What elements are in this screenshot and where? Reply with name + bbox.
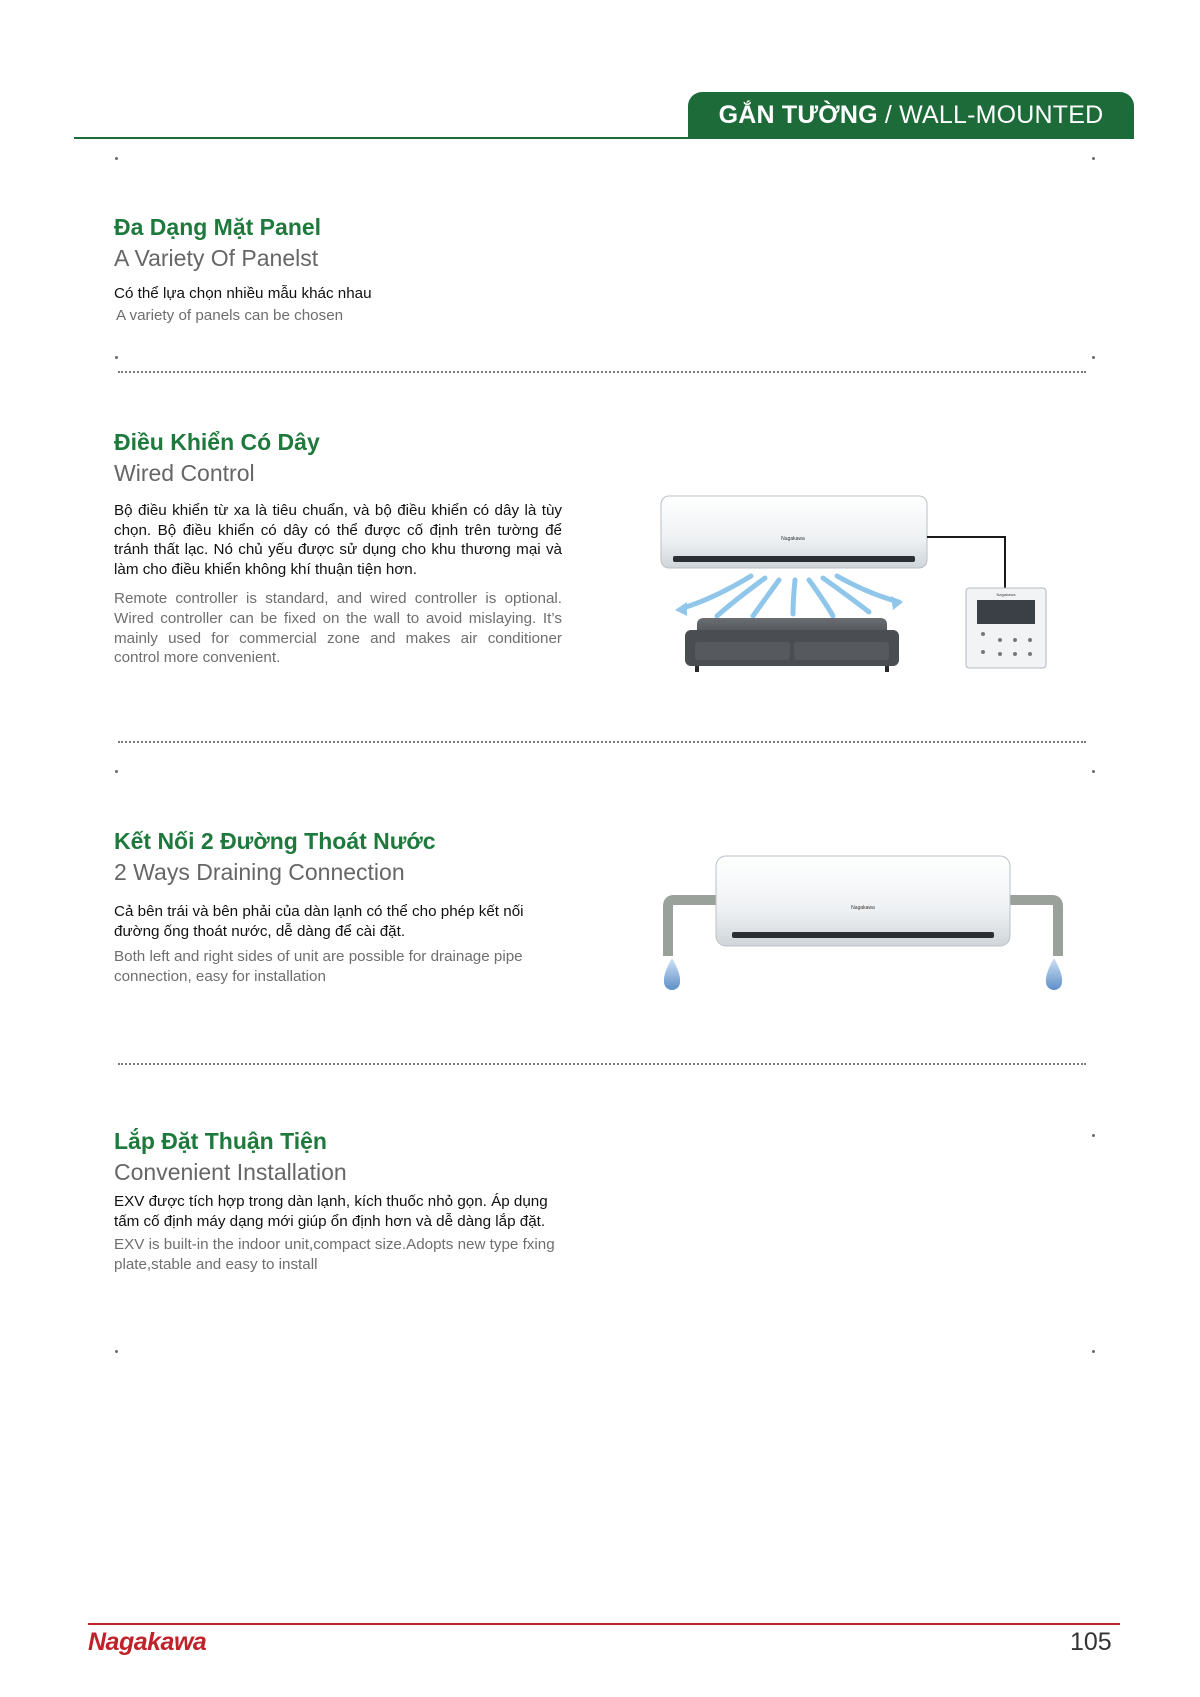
category-en: WALL-MOUNTED bbox=[899, 101, 1104, 129]
crop-mark bbox=[115, 157, 118, 160]
wired-control-illustration bbox=[655, 492, 1060, 687]
brand-logo: Nagakawa bbox=[88, 1628, 207, 1656]
section-subtitle: Convenient Installation bbox=[114, 1159, 347, 1185]
section-text-en: A variety of panels can be chosen bbox=[116, 306, 344, 324]
section-text-vn: Cả bên trái và bên phải của dàn lạnh có thể cho phép kết nối đường ống thoát nước, dễ dàng để cài đặt. bbox=[114, 903, 524, 940]
unit-logo: Nagakawa bbox=[781, 536, 805, 542]
section-title: Kết Nối 2 Đường Thoát Nước bbox=[114, 828, 436, 854]
category-tab bbox=[688, 92, 1134, 139]
section-text-vn: EXV được tích hợp trong dàn lạnh, kích thuốc nhỏ gọn. Áp dụng tấm cố định máy dạng mới giúp ổn định hơn và dễ dàng lắp đặt. bbox=[114, 1193, 548, 1230]
section-text-en: Both left and right sides of unit are possible for drainage pipe connection, easy for installation bbox=[114, 948, 523, 985]
category-separator: / bbox=[877, 101, 900, 129]
drain-connection-illustration bbox=[660, 852, 1065, 997]
controller-logo: Nagakawa bbox=[996, 592, 1016, 597]
sofa bbox=[685, 618, 899, 672]
indoor-unit bbox=[661, 496, 927, 568]
dotted-divider bbox=[118, 741, 1086, 743]
section-text-en: EXV is built-in the indoor unit,compact size.Adopts new type fxing plate,stable and easy to install bbox=[114, 1236, 555, 1273]
page-number: 105 bbox=[1070, 1628, 1112, 1656]
section-subtitle: Wired Control bbox=[114, 460, 255, 486]
section-two-way-drain bbox=[114, 828, 558, 986]
unit-logo: Nagakawa bbox=[851, 905, 875, 911]
indoor-unit bbox=[716, 856, 1010, 946]
section-panel-variety bbox=[114, 214, 574, 325]
left-drain-pipe bbox=[668, 900, 718, 956]
footer-rule bbox=[88, 1623, 1120, 1625]
wired-controller bbox=[966, 588, 1046, 668]
crop-mark bbox=[1092, 157, 1095, 160]
right-drain-pipe bbox=[1008, 900, 1058, 956]
section-text-vn: Bộ điều khiển từ xa là tiêu chuẩn, và bộ điều khiển có dây là tùy chọn. Bộ điều khiển có dây có thể được cố định trên tường để tránh thất lạc. Nó chủ yếu được sử dụng cho khu thương mại và làm cho điều khiển không khí thuận tiện hơn. bbox=[114, 502, 562, 578]
section-subtitle: A Variety Of Panelst bbox=[114, 245, 319, 271]
crop-mark bbox=[115, 1350, 118, 1353]
airflow-arrows bbox=[683, 576, 899, 616]
crop-mark bbox=[1092, 770, 1095, 773]
crop-mark bbox=[1092, 1350, 1095, 1353]
crop-mark bbox=[1092, 1134, 1095, 1137]
controller-cable bbox=[927, 537, 1005, 588]
crop-mark bbox=[115, 770, 118, 773]
section-wired-control bbox=[114, 429, 562, 668]
section-subtitle: 2 Ways Draining Connection bbox=[114, 859, 405, 885]
water-drop-icon bbox=[664, 958, 680, 990]
section-title: Đa Dạng Mặt Panel bbox=[114, 214, 322, 240]
section-text-en: Remote controller is standard, and wired controller is optional. Wired controller can be fixed on the wall to avoid mislaying. It’s mainly used for commercial zone and makes air conditioner control more convenient. bbox=[114, 590, 562, 667]
crop-mark bbox=[1092, 356, 1095, 359]
section-convenient-install bbox=[114, 1128, 560, 1274]
dotted-divider bbox=[118, 371, 1086, 373]
dotted-divider bbox=[118, 1063, 1086, 1065]
section-title: Điều Khiển Có Dây bbox=[114, 429, 320, 455]
water-drop-icon bbox=[1046, 958, 1062, 990]
section-title: Lắp Đặt Thuận Tiện bbox=[114, 1128, 327, 1154]
section-text-vn: Có thể lựa chọn nhiều mẫu khác nhau bbox=[114, 285, 372, 302]
category-vn: GẮN TƯỜNG bbox=[718, 101, 878, 129]
crop-mark bbox=[115, 356, 118, 359]
